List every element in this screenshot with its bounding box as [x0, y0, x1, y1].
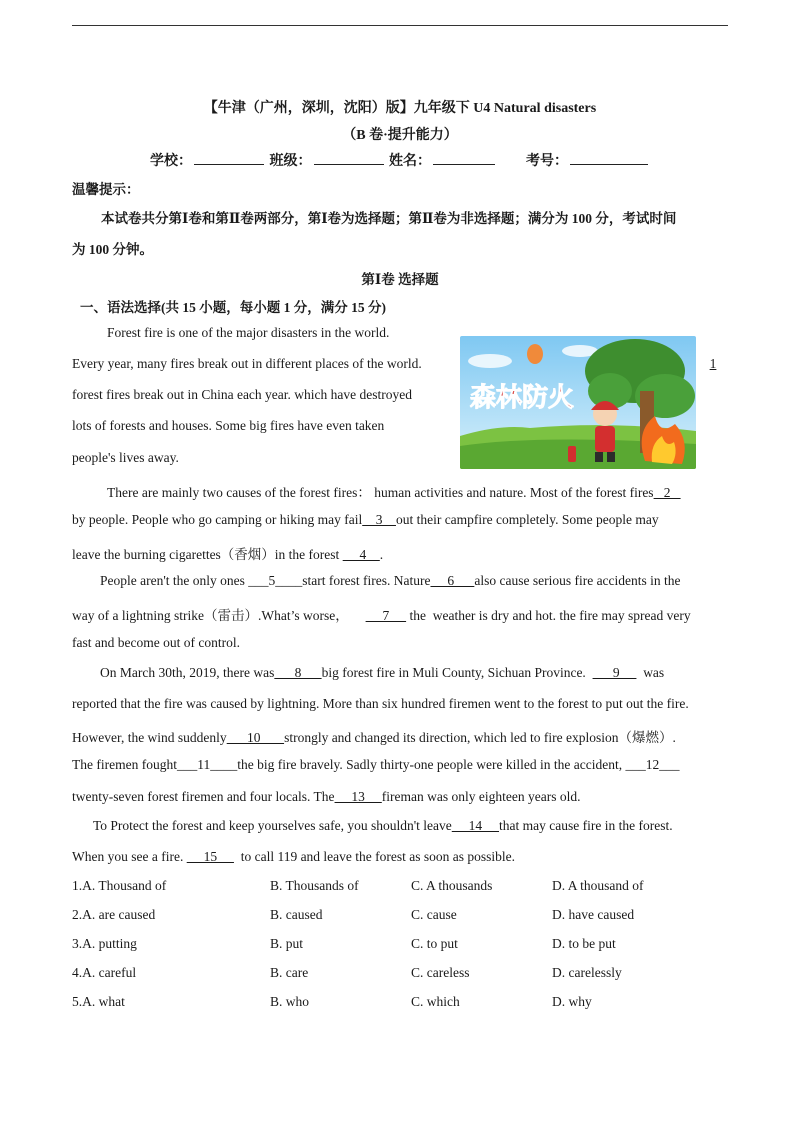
- forest-fire-illustration: [460, 336, 696, 469]
- option-3d[interactable]: D. to be put: [552, 936, 616, 951]
- passage-text: was: [636, 665, 665, 680]
- passage-p4-line3: [72, 726, 676, 746]
- option-2b[interactable]: B. caused: [270, 907, 323, 922]
- blank-3[interactable]: 3: [362, 512, 396, 527]
- exam-number-field[interactable]: [570, 151, 648, 165]
- blank-10[interactable]: 10: [226, 730, 285, 745]
- passage-text: strongly and changed its direction, which led to fire explosion（爆燃）.: [284, 730, 676, 745]
- passage-text: There are mainly two causes of the forest fires： human activities and nature. Most of the forest fires: [107, 485, 654, 500]
- passage-p5-line2: [72, 849, 515, 865]
- passage-text: start forest fires. Nature: [302, 573, 431, 588]
- blank-13[interactable]: 13: [334, 789, 382, 804]
- illustration-caption: 森林防火: [470, 383, 575, 413]
- school-field[interactable]: [194, 151, 264, 165]
- balloon-icon: [527, 344, 543, 364]
- option-3b[interactable]: B. put: [270, 936, 304, 951]
- passage-text: When you see a fire.: [72, 849, 187, 864]
- passage-text: that may cause fire in the forest.: [499, 818, 673, 833]
- option-5c[interactable]: C. which: [411, 994, 460, 1009]
- exam-number-label: 考号：: [526, 154, 568, 169]
- passage-p1-line4: lots of forests and houses. Some big fires have even taken: [72, 418, 385, 433]
- blank-5[interactable]: ___5____: [248, 573, 303, 588]
- blank-1[interactable]: 1: [709, 356, 717, 371]
- option-5b[interactable]: B. who: [270, 994, 310, 1009]
- name-field[interactable]: [433, 151, 495, 165]
- passage-text: also cause serious fire accidents in the: [474, 573, 681, 588]
- passage-p5-line1: [93, 818, 673, 834]
- passage-text: by people. People who go camping or hiking may fail: [72, 512, 363, 527]
- passage-text: big forest fire in Muli County, Sichuan Province.: [321, 665, 586, 680]
- option-1d[interactable]: D. A thousand of: [552, 878, 644, 893]
- passage-p1-line1: Forest fire is one of the major disasters in the world.: [107, 325, 390, 340]
- option-2a[interactable]: 2.A. are caused: [72, 907, 156, 922]
- option-1b[interactable]: B. Thousands of: [270, 878, 359, 893]
- passage-p2-line3: [72, 543, 383, 563]
- option-2d[interactable]: D. have caused: [552, 907, 635, 922]
- option-2c[interactable]: C. cause: [411, 907, 457, 922]
- class-field[interactable]: [314, 151, 384, 165]
- passage-text: the big fire bravely. Sadly thirty-one people were killed in the accident,: [237, 757, 626, 772]
- option-5d[interactable]: D. why: [552, 994, 592, 1009]
- blank-4[interactable]: 4: [342, 547, 380, 562]
- blank-14[interactable]: 14: [451, 818, 500, 833]
- student-info-line: [0, 150, 800, 170]
- passage-p1-line5: people's lives away.: [72, 450, 179, 465]
- passage-p2-line1: [107, 481, 681, 501]
- passage-text: .: [379, 547, 384, 562]
- passage-text: On March 30th, 2019, there was: [100, 665, 275, 680]
- passage-text: out their campfire completely. Some people may: [395, 512, 659, 527]
- option-4d[interactable]: D. carelessly: [552, 965, 622, 980]
- passage-p4-line1: [100, 665, 664, 681]
- passage-p1-line2: Every year, many fires break out in different places of the world.: [72, 356, 422, 371]
- blank-2[interactable]: 2: [653, 485, 681, 500]
- passage-p4-line5: [72, 789, 580, 805]
- option-4b[interactable]: B. care: [270, 965, 309, 980]
- option-4a[interactable]: 4.A. careful: [72, 965, 137, 980]
- blank-11[interactable]: ___11____: [176, 757, 238, 772]
- blank-7[interactable]: 7: [365, 608, 407, 623]
- passage-p3-line1: [100, 573, 681, 589]
- part-title: 一、语法选择(共 15 小题，每小题 1 分，满分 15 分): [80, 300, 386, 315]
- passage-p3-line2: [72, 604, 691, 624]
- notice-line-2: 为 100 分钟。: [72, 242, 153, 257]
- option-4c[interactable]: C. careless: [411, 965, 470, 980]
- passage-text: To Protect the forest and keep yourselves safe, you shouldn't leave: [93, 818, 452, 833]
- option-1c[interactable]: C. A thousands: [411, 878, 493, 893]
- passage-p4-line4: [72, 757, 679, 773]
- blank-9[interactable]: 9: [592, 665, 637, 680]
- blank-15[interactable]: 15: [186, 849, 234, 864]
- passage-p2-line2: [72, 512, 659, 528]
- passage-p4-line2: reported that the fire was caused by lightning. More than six hundred firemen went to the forest to put out the fire.: [72, 696, 689, 711]
- school-label: 学校：: [150, 154, 192, 169]
- passage-text: fireman was only eighteen years old.: [381, 789, 581, 804]
- passage-p1-line3: forest fires break out in China each year. which have destroyed: [72, 387, 412, 402]
- blank-6[interactable]: 6: [430, 573, 475, 588]
- option-3a[interactable]: 3.A. putting: [72, 936, 137, 951]
- class-label: 班级：: [269, 154, 312, 169]
- page-subtitle: （B 卷·提升能力）: [342, 128, 458, 143]
- passage-text: leave the burning cigarettes（香烟）in the forest: [72, 547, 340, 562]
- notice-line-1: 本试卷共分第Ⅰ卷和第Ⅱ卷两部分，第Ⅰ卷为选择题；第Ⅱ卷为非选择题；满分为 100 分，考试时间: [101, 211, 677, 226]
- option-3c[interactable]: C. to put: [411, 936, 458, 951]
- volume-title: 第Ⅰ卷 选择题: [361, 272, 439, 287]
- header-rule: [72, 25, 728, 26]
- passage-text: to call 119 and leave the forest as soon as possible.: [233, 849, 516, 864]
- passage-text: The firemen fought: [72, 757, 177, 772]
- notice-heading: 温馨提示：: [72, 182, 140, 197]
- illustration-svg: [460, 336, 696, 469]
- blank-8[interactable]: 8: [274, 665, 322, 680]
- option-1a[interactable]: 1.A. Thousand of: [72, 878, 167, 893]
- option-5a[interactable]: 5.A. what: [72, 994, 125, 1009]
- passage-text: However, the wind suddenly: [72, 730, 227, 745]
- passage-p3-line3: fast and become out of control.: [72, 635, 240, 650]
- blank-12[interactable]: ___12___: [625, 757, 680, 772]
- page-title: 【牛津（广州，深圳，沈阳）版】九年级下 U4 Natural disasters: [203, 101, 597, 116]
- name-label: 姓名：: [389, 154, 431, 169]
- passage-text: the weather is dry and hot. the fire may spread very: [406, 608, 691, 623]
- hydrant-icon: [568, 446, 576, 462]
- passage-text: way of a lightning strike（雷击）.What’s worse，: [72, 608, 349, 623]
- passage-text: People aren't the only ones: [100, 573, 249, 588]
- passage-text: twenty-seven forest firemen and four locals. The: [72, 789, 335, 804]
